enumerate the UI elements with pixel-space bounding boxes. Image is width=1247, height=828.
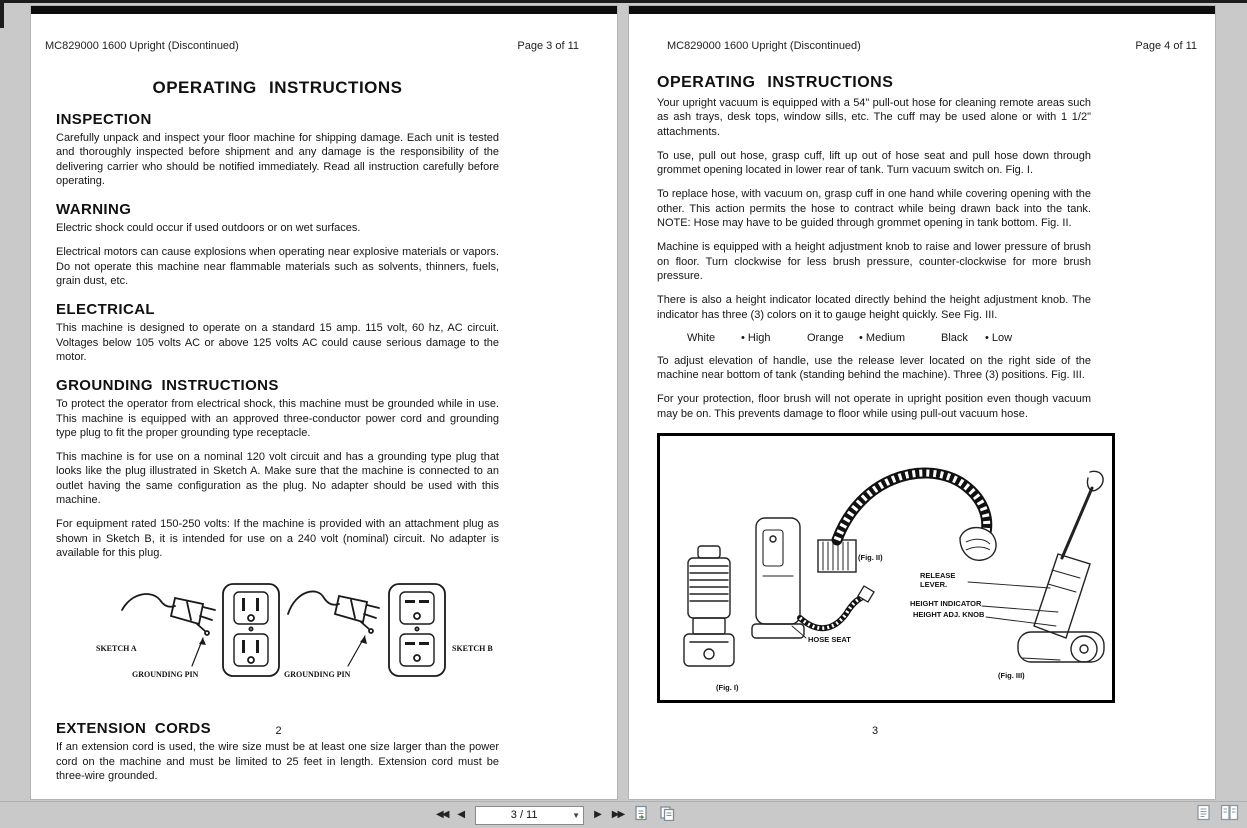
first-page-icon: ◀◀	[436, 809, 448, 820]
height-indicator-levels	[687, 332, 1091, 344]
page-number-combobox[interactable]	[475, 806, 584, 825]
section-heading-grounding: GROUNDING INSTRUCTIONS	[56, 377, 279, 395]
grounding-plug-sketches	[56, 578, 501, 694]
height-indicator-label: HEIGHT INDICATOR	[910, 599, 982, 609]
fig-1-label: (Fig. I)	[716, 683, 739, 693]
paragraph: Electric shock could occur if used outdoors or on wet surfaces.	[56, 222, 361, 235]
printed-page-number: 3	[871, 725, 879, 737]
printed-page-number: 2	[275, 725, 282, 737]
height-adj-knob-label: HEIGHT ADJ. KNOB	[913, 610, 985, 620]
page-number-value: 3 / 11	[510, 809, 538, 821]
page-label: Page 3 of 11	[517, 40, 579, 52]
grounding-pin-label-b: GROUNDING PIN	[284, 670, 351, 680]
document-model-title: MC829000 1600 Upright (Discontinued)	[667, 40, 861, 52]
sketch-b-label: SKETCH B	[452, 644, 493, 654]
section-grounding	[56, 377, 499, 560]
dropdown-arrow-icon: ▼	[572, 810, 581, 820]
paragraph: For your protection, floor brush will not operate in upright position even though vacuum may be on. This prevents damage to floor while using pull-out vacuum hose.	[657, 393, 1091, 420]
vacuum-figure-box	[657, 433, 1115, 703]
facing-pages-view-icon[interactable]	[1220, 804, 1239, 826]
scan-artifact-bar	[31, 6, 617, 14]
paragraph: Your upright vacuum is equipped with a 54" pull-out hose for cleaning remote areas such as ash trays, desk tops, window sills, etc. The cuff may be used alone or with 1 1/2" attachments.	[657, 97, 1091, 138]
page-title: OPERATING INSTRUCTIONS	[657, 74, 894, 91]
sketch-a-label: SKETCH A	[96, 644, 137, 654]
fig-2-label: (Fig. II)	[858, 553, 883, 563]
page-header	[31, 14, 617, 52]
first-page-button[interactable]	[436, 810, 447, 820]
paragraph: There is also a height indicator located directly behind the height adjustment knob. The indicator has three (3) colors on it to gauge height quickly. See Fig. III.	[657, 294, 1091, 321]
level-color-black: Black	[941, 331, 968, 344]
last-page-icon: ▶▶	[611, 809, 624, 820]
grounding-pin-label-a: GROUNDING PIN	[132, 670, 199, 680]
plug-outlet-illustration	[56, 578, 501, 694]
last-page-button[interactable]	[612, 810, 623, 820]
page-with-arrow-icon[interactable]	[633, 805, 649, 826]
previous-page-icon: ◀	[457, 809, 466, 820]
single-page-view-icon[interactable]	[1196, 804, 1211, 826]
page-content	[31, 52, 617, 783]
section-heading-inspection: INSPECTION	[56, 111, 152, 128]
paragraph: This machine is designed to operate on a standard 15 amp. 115 volt, 60 hz, AC circuit. Voltages below 105 volts AC or above 125 volts AC could cause serious damage to the motor.	[56, 322, 499, 363]
scan-edge-artifact	[0, 0, 4, 28]
document-model-title: MC829000 1600 Upright (Discontinued)	[45, 40, 239, 52]
level-value-high: • High	[741, 331, 771, 344]
paragraph: To use, pull out hose, grasp cuff, lift up out of hose seat and pull hose down through grommet opening located in lower rear of tank. Turn vacuum switch on. Fig. I.	[657, 149, 1091, 177]
hose-seat-label: HOSE SEAT	[808, 635, 851, 645]
page-content	[629, 52, 1215, 703]
page-title: OPERATING INSTRUCTIONS	[152, 78, 403, 97]
fig-3-label: (Fig. III)	[998, 671, 1025, 681]
document-page-4	[628, 5, 1216, 800]
level-color-orange: Orange	[807, 331, 844, 344]
viewer-toolbar	[0, 801, 1247, 828]
page-label: Page 4 of 11	[1135, 40, 1197, 52]
paragraph: To replace hose, with vacuum on, grasp cuff in one hand while covering opening with the other. This action permits the hose to contract while being drawn back into the tank. NOTE: Hose may have to be guided through grommet opening in tank bottom. Fig. II.	[657, 188, 1091, 230]
next-page-icon: ▶	[594, 809, 602, 820]
section-heading-electrical: ELECTRICAL	[56, 301, 155, 319]
paragraph: Carefully unpack and inspect your floor machine for shipping damage. Each unit is tested and thoroughly inspected before shipment and any damage is the responsibility of the delivering carrier who should be notified immediately. Read all instruction carefully before operating.	[56, 132, 499, 187]
paragraph: For equipment rated 150-250 volts: If the machine is provided with an attachment plug as shown in Sketch B, it is intended for use on a 240 volt (nominal) circuit. No adapter is available for this plug.	[56, 518, 499, 559]
paragraph: Electrical motors can cause explosions when operating near explosive materials or vapors. Do not operate this machine near flammable materials such as solvents, thinners, fuels, grain dust, etc.	[56, 246, 499, 288]
next-page-button[interactable]	[594, 810, 602, 820]
vacuum-illustration	[660, 436, 1112, 700]
paragraph: If an extension cord is used, the wire size must be at least one size larger than the power cord on the machine and must be limited to 25 feet in length. Extension cord must be three-wire grounded.	[56, 741, 499, 782]
paragraph: To adjust elevation of handle, use the release lever located on the right side of the machine near bottom of tank (standing behind the machine). Three (3) positions. Fig. III.	[657, 354, 1091, 382]
previous-page-button[interactable]	[457, 810, 465, 820]
document-page-3	[30, 5, 618, 800]
section-warning	[56, 201, 499, 288]
section-heading-warning: WARNING	[56, 201, 132, 219]
page-header	[629, 14, 1215, 52]
paragraph: This machine is for use on a nominal 120 volt circuit and has a grounding type plug that looks like the plug illustrated in Sketch A. Make sure that the machine is connected to an outlet having the same configuration as the plug. No adapter should be used with this machine.	[56, 451, 499, 507]
page-layout-group	[1196, 802, 1239, 828]
section-electrical	[56, 301, 499, 364]
overlapping-pages-icon[interactable]	[659, 805, 675, 826]
section-heading-extension-cords: EXTENSION CORDS	[56, 720, 212, 738]
level-color-white: White	[687, 331, 716, 344]
scan-artifact-bar	[629, 6, 1215, 14]
release-lever-label: RELEASE LEVER.	[920, 571, 956, 589]
page-navigation-group	[436, 802, 675, 828]
level-value-medium: • Medium	[859, 331, 906, 344]
paragraph: To protect the operator from electrical shock, this machine must be grounded while in use. This machine is equipped with an approved three-conductor power cord and grounding type plug to fit the proper grounding type receptacle.	[56, 398, 499, 439]
section-inspection	[56, 111, 499, 188]
window-top-edge	[0, 0, 1247, 3]
level-value-low: • Low	[985, 331, 1013, 344]
paragraph: Machine is equipped with a height adjustment knob to raise and lower pressure of brush on floor. Turn clockwise for less brush pressure, counter-clockwise for more brush pressure.	[657, 241, 1091, 282]
